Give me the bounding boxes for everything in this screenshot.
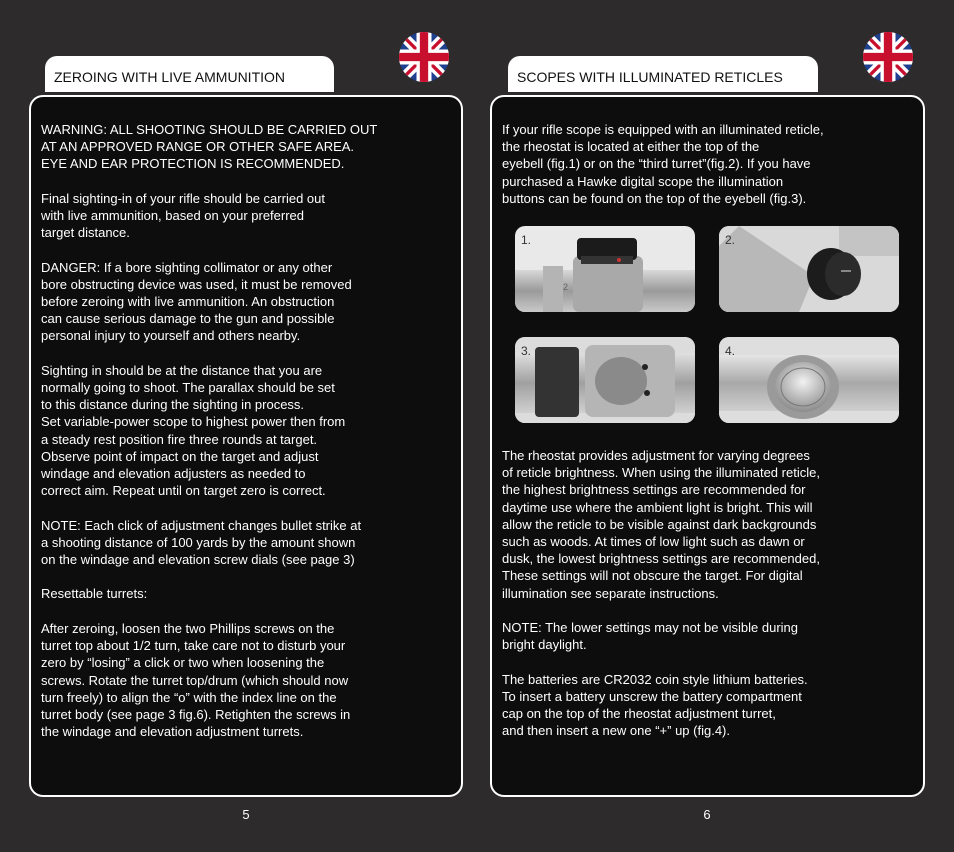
figure-1-photo	[515, 226, 695, 312]
figure-1-label: 1.	[521, 233, 532, 247]
right-body-text: The rheostat provides adjustment for varying degrees of reticle brightness. When using the illuminated reticle, the highest brightness settings are recommended for daytime use where the ambient light is bright. This will allow the reticle to be visible against dark backgrounds such as woods. At times of low light such as dawn or dusk, the lowest brightness settings are recommended, These settings will not obscure the target. For digital illumination see separate instructions. NOTE: The lower settings may not be visible during bright daylight. The batteries are CR2032 coin style lithium batteries. To insert a battery unscrew the battery compartment cap on the top of the rheostat adjustment turret, and then insert a new one “+” up (fig.4).	[502, 448, 820, 739]
left-section-tab	[45, 56, 334, 92]
svg-text:2: 2	[563, 282, 569, 292]
uk-flag-icon	[863, 32, 913, 82]
left-section-title: ZEROING WITH LIVE AMMUNITION	[54, 69, 286, 85]
page-number-left: 5	[242, 807, 250, 822]
figure-2-label: 2.	[725, 233, 736, 247]
figure-2-photo	[719, 226, 899, 312]
page-number-right: 6	[703, 807, 711, 822]
right-section-tab	[508, 56, 818, 92]
uk-flag-icon	[399, 32, 449, 82]
right-intro-text: If your rifle scope is equipped with an illuminated reticle, the rheostat is located at either the top of the eyebell (fig.1) or on the “third turret”(fig.2). If you have purchased a Hawke digital scope the illumination buttons can be found on the top of the eyebell (fig.3).	[502, 122, 824, 206]
right-section-title: SCOPES WITH ILLUMINATED RETICLES	[517, 69, 783, 85]
figure-4-label: 4.	[725, 344, 736, 358]
figure-3-label: 3.	[521, 344, 532, 358]
figure-3-photo	[515, 337, 695, 423]
figure-4-photo	[719, 337, 899, 423]
left-body-text: WARNING: ALL SHOOTING SHOULD BE CARRIED OUT AT AN APPROVED RANGE OR OTHER SAFE AREA. EYE AND EAR PROTECTION IS RECOMMENDED. Final sighting-in of your rifle should be carried out with live ammunition, based on your preferred target distance. DANGER: If a bore sighting collimator or any other bore obstructing device was used, it must be removed before zeroing with live ammunition. An obstruction can cause serious damage to the gun and possible personal injury to yourself and others nearby. Sighting in should be at the distance that you are normally going to shoot. The parallax should be set to this distance during the sighting in process. Set variable-power scope to highest power then from a steady rest position fire three rounds at target. Observe point of impact on the target and adjust windage and elevation adjusters as needed to correct aim. Repeat until on target zero is correct. NOTE: Each click of adjustment changes bullet strike at a shooting distance of 100 yards by the amount shown on the windage and elevation screw dials (see page 3) Resettable turrets: After zeroing, loosen the two Phillips screws on the turret top about 1/2 turn, take care not to disturb your zero by “losing” a click or two when loosening the screws. Rotate the turret top/drum (which should now turn freely) to align the “o” with the index line on the turret body (see page 3 fig.6). Retighten the screws in the windage and elevation adjustment turrets.	[41, 122, 378, 740]
